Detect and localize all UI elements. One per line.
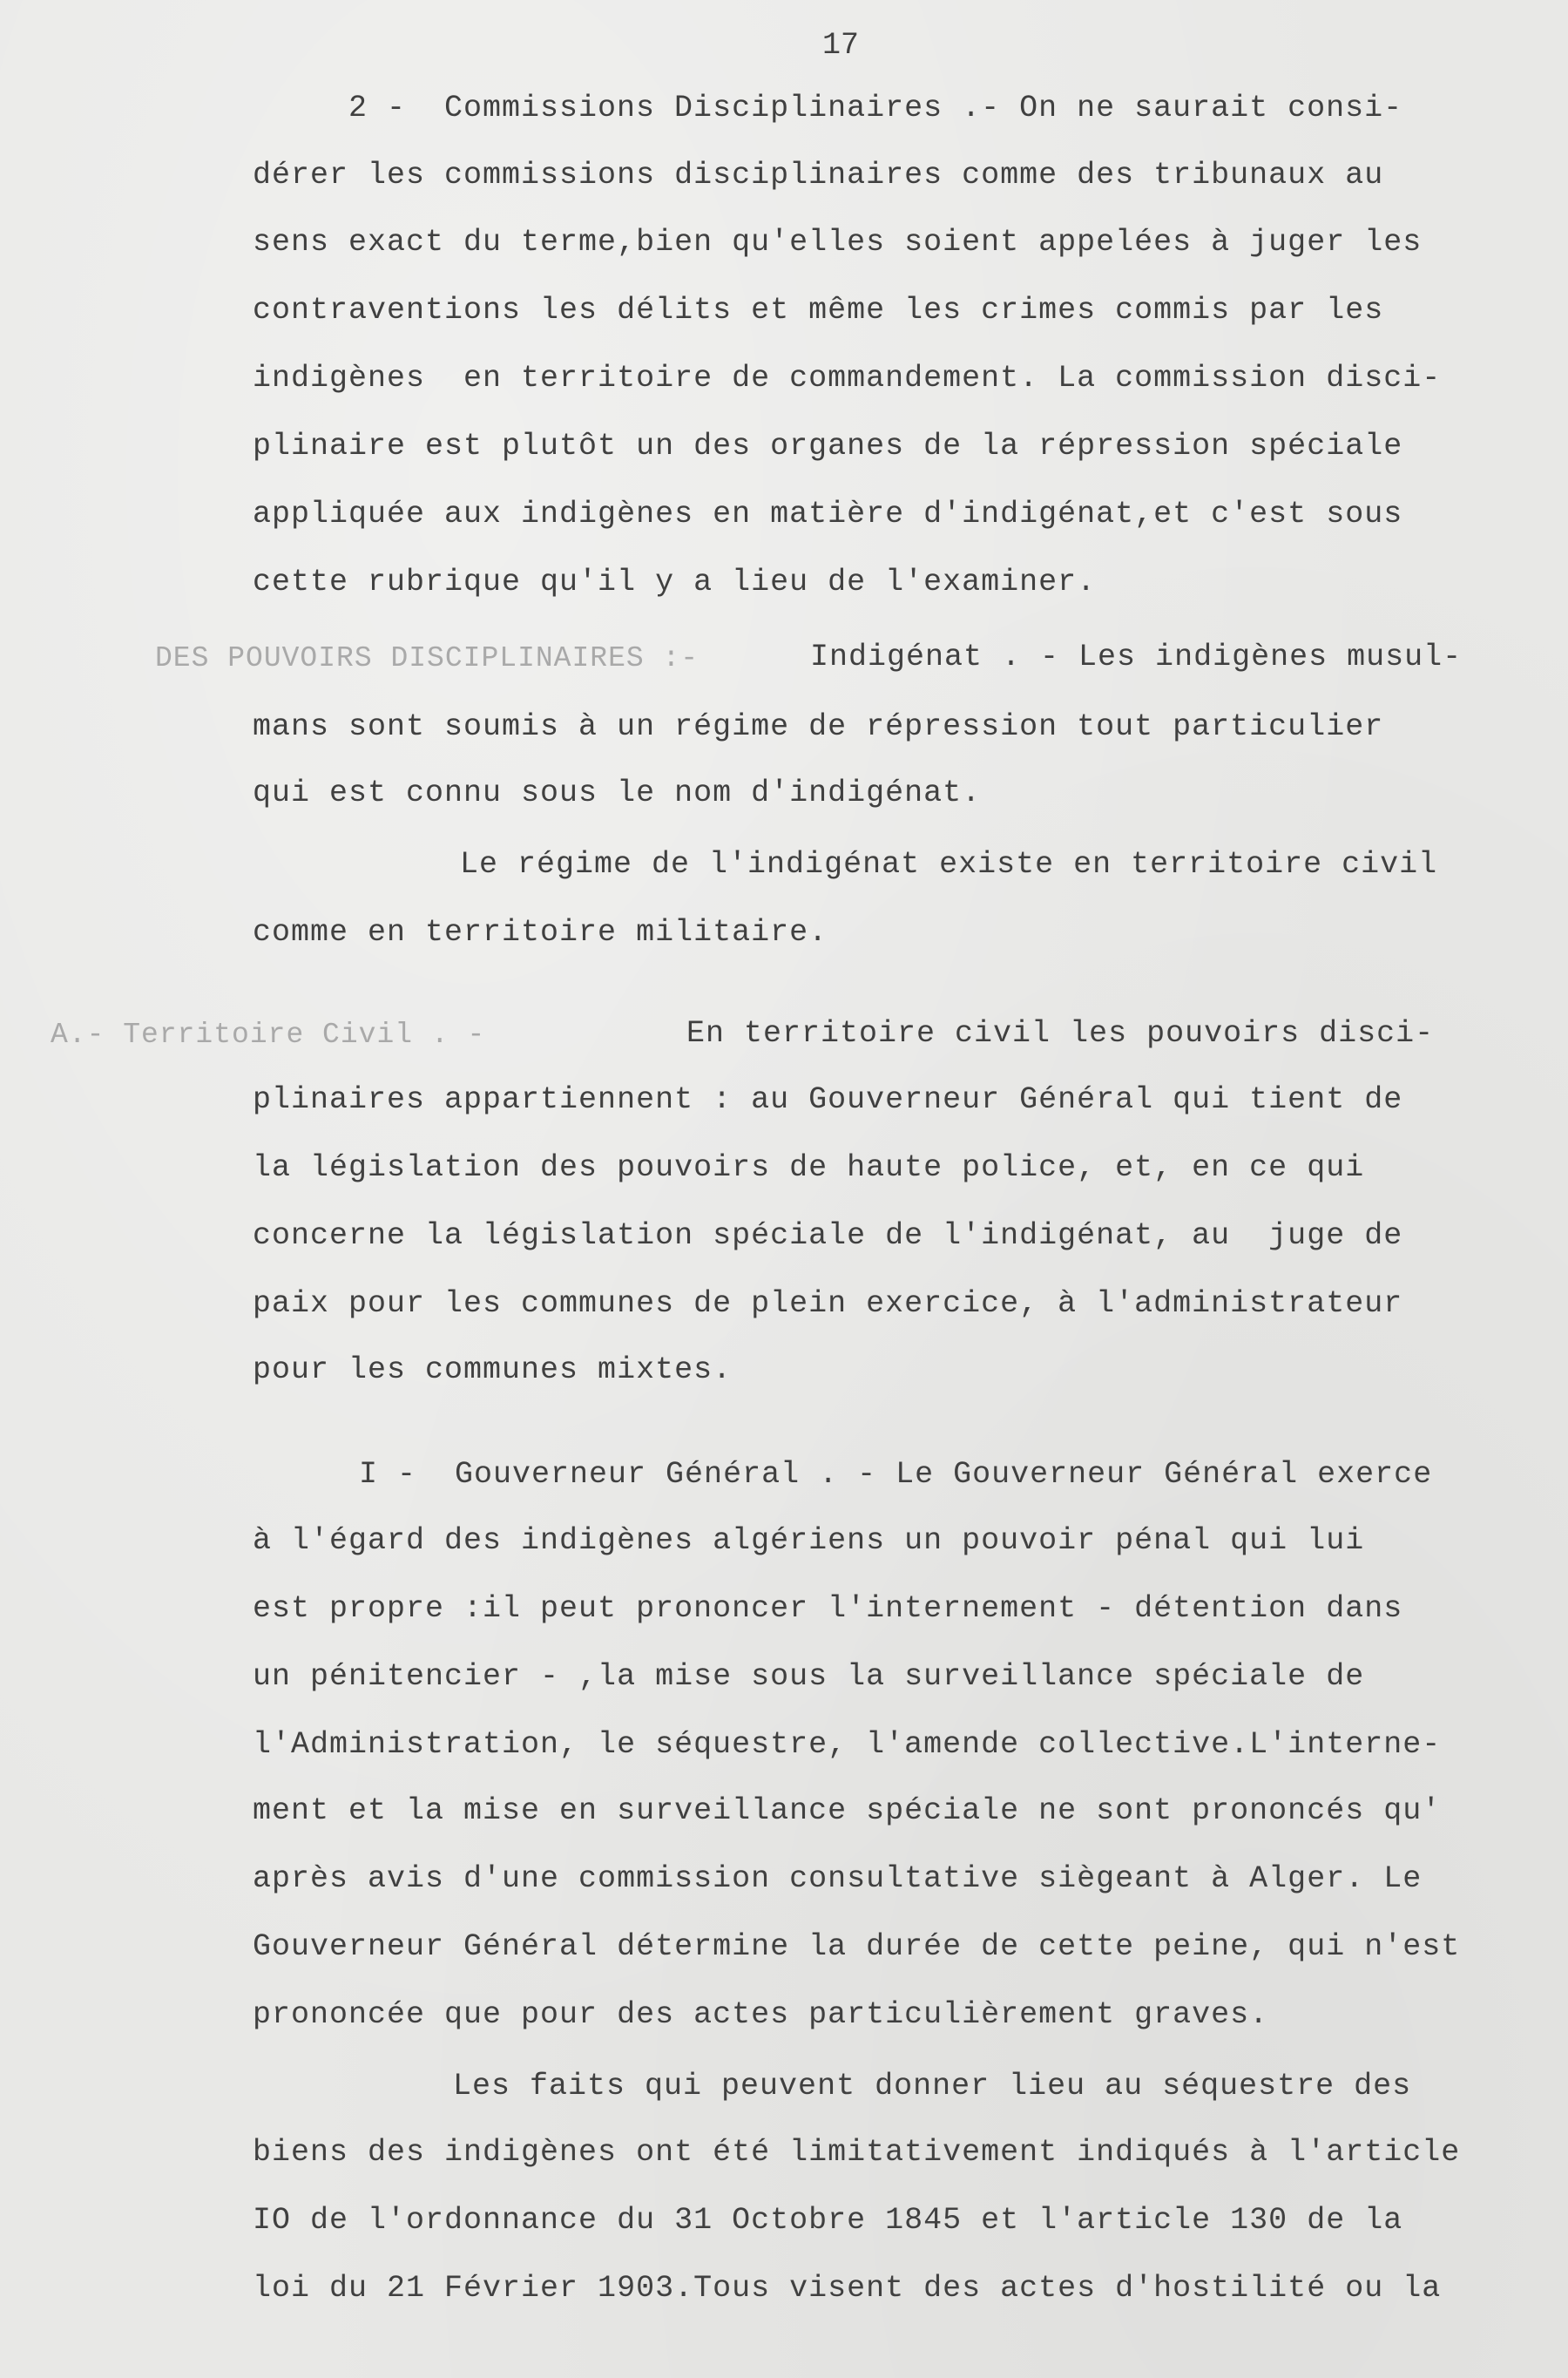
text-line: Gouverneur Général détermine la durée de cette peine, qui n'est <box>253 1929 1461 1964</box>
text-line: sens exact du terme,bien qu'elles soient appelées à juger les <box>253 225 1423 260</box>
text-line: cette rubrique qu'il y a lieu de l'examiner. <box>253 565 1097 600</box>
text-line: ment et la mise en surveillance spéciale ne sont prononcés qu' <box>253 1793 1442 1828</box>
text-line: pour les communes mixtes. <box>253 1352 733 1387</box>
text-line: biens des indigènes ont été limitativement indiqués à l'article <box>253 2135 1461 2170</box>
text-line: plinaire est plutôt un des organes de la répression spéciale <box>253 429 1403 464</box>
section-heading-territoire-civil: A.- Territoire Civil . - <box>51 1019 486 1051</box>
text-line: qui est connu sous le nom d'indigénat. <box>253 776 982 810</box>
text-line: appliquée aux indigènes en matière d'indigénat,et c'est sous <box>253 497 1403 532</box>
text-line: à l'égard des indigènes algériens un pouvoir pénal qui lui <box>253 1523 1365 1558</box>
text-line: l'Administration, le séquestre, l'amende collective.L'interne- <box>253 1727 1442 1762</box>
section-heading-pouvoirs: DES POUVOIRS DISCIPLINAIRES :- <box>155 642 700 674</box>
text-line: la législation des pouvoirs de haute police, et, en ce qui <box>253 1150 1365 1185</box>
text-line: Indigénat . - Les indigènes musul- <box>810 640 1463 674</box>
text-line: contraventions les délits et même les crimes commis par les <box>253 293 1384 328</box>
text-line: En territoire civil les pouvoirs disci- <box>686 1016 1435 1051</box>
text-line: concerne la législation spéciale de l'indigénat, au juge de <box>253 1218 1403 1253</box>
text-line: est propre :il peut prononcer l'internement - détention dans <box>253 1591 1403 1626</box>
text-line: un pénitencier - ,la mise sous la surveillance spéciale de <box>253 1659 1365 1694</box>
page-number: 17 <box>822 28 860 63</box>
text-line: loi du 21 Février 1903.Tous visent des actes d'hostilité ou la <box>253 2271 1442 2306</box>
text-line: 2 - Commissions Disciplinaires .- On ne saurait consi- <box>348 91 1403 125</box>
text-line: dérer les commissions disciplinaires comme des tribunaux au <box>253 158 1384 193</box>
text-line: plinaires appartiennent : au Gouverneur Général qui tient de <box>253 1082 1403 1117</box>
text-line: comme en territoire militaire. <box>253 915 828 950</box>
text-line: après avis d'une commission consultative siègeant à Alger. Le <box>253 1861 1423 1896</box>
text-line: paix pour les communes de plein exercice, à l'administrateur <box>253 1286 1403 1321</box>
text-line: mans sont soumis à un régime de répression tout particulier <box>253 709 1384 744</box>
text-line: IO de l'ordonnance du 31 Octobre 1845 et l'article 130 de la <box>253 2203 1403 2238</box>
text-line: prononcée que pour des actes particulièrement graves. <box>253 1997 1269 2032</box>
text-line: I - Gouverneur Général . - Le Gouverneur Général exerce <box>359 1457 1433 1492</box>
text-line: indigènes en territoire de commandement. La commission disci- <box>253 361 1442 396</box>
text-line: Le régime de l'indigénat existe en territoire civil <box>460 847 1438 882</box>
text-line: Les faits qui peuvent donner lieu au séquestre des <box>453 2069 1412 2104</box>
